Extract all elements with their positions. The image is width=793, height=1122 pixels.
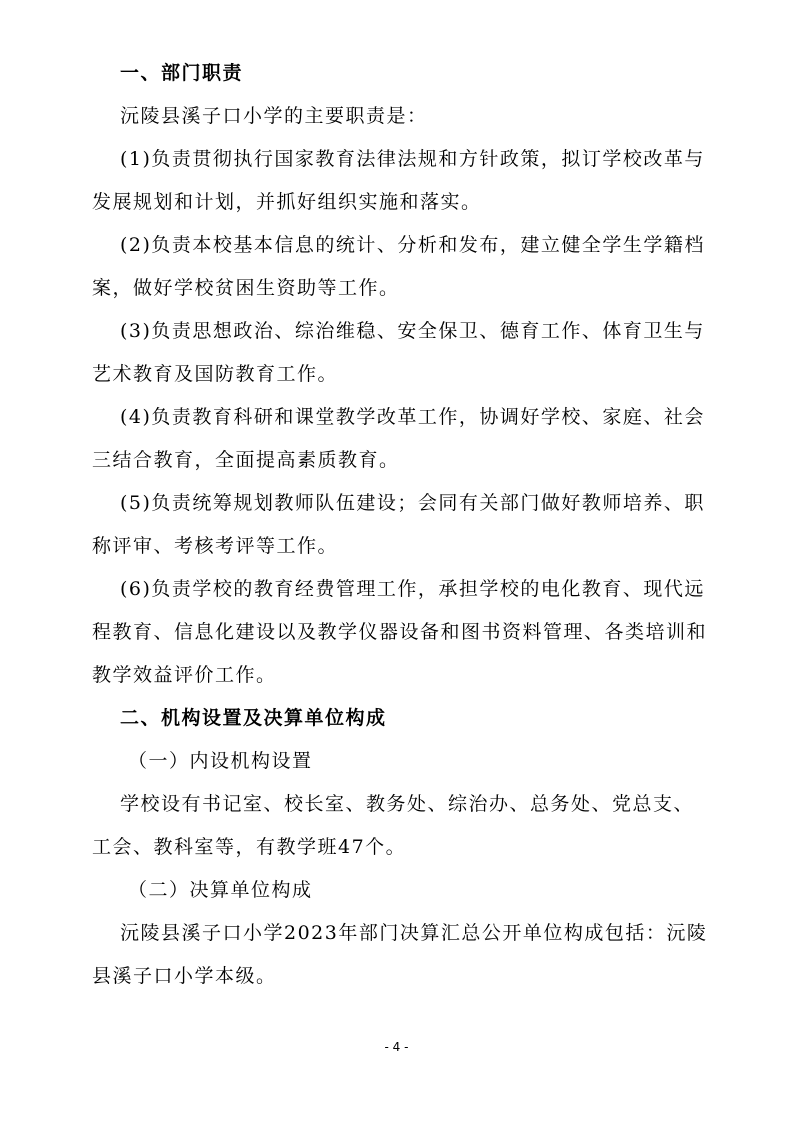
duty-item-3-line-1: (3)负责思想政治、综治维稳、安全保卫、德育工作、体育卫生与 — [120, 320, 705, 342]
duty-item-2-line-2: 案，做好学校贫困生资助等工作。 — [92, 277, 400, 299]
internal-structure-line-2: 工会、教科室等，有教学班47个。 — [92, 836, 407, 858]
duty-item-2-line-1: (2)负责本校基本信息的统计、分析和发布，建立健全学生学籍档 — [120, 234, 705, 256]
duty-item-4-line-2: 三结合教育，全面提高素质教育。 — [92, 449, 400, 471]
duty-item-6-line-1: (6)负责学校的教育经费管理工作，承担学校的电化教育、现代远 — [120, 578, 705, 600]
duty-item-5-line-1: (5)负责统筹规划教师队伍建设；会同有关部门做好教师培养、职 — [120, 492, 705, 514]
budget-units-line-2: 县溪子口小学本级。 — [92, 965, 277, 987]
duty-item-1-line-2: 发展规划和计划，并抓好组织实施和落实。 — [92, 191, 482, 213]
section-heading-organization: 二、机构设置及决算单位构成 — [120, 707, 387, 729]
subsection-title-internal-structure: （一）内设机构设置 — [128, 750, 313, 772]
duty-item-4-line-1: (4)负责教育科研和课堂教学改革工作，协调好学校、家庭、社会 — [120, 406, 705, 428]
duties-intro: 沅陵县溪子口小学的主要职责是： — [120, 105, 428, 127]
budget-units-line-1: 沅陵县溪子口小学2023年部门决算汇总公开单位构成包括：沅陵 — [120, 922, 708, 944]
duty-item-1-line-1: (1)负责贯彻执行国家教育法律法规和方针政策，拟订学校改革与 — [120, 148, 705, 170]
section-heading-duties: 一、部门职责 — [120, 62, 244, 84]
page-number: - 4 - — [384, 1040, 409, 1054]
page-content — [92, 52, 720, 998]
internal-structure-line-1: 学校设有书记室、校长室、教务处、综治办、总务处、党总支、 — [120, 793, 695, 815]
duty-item-5-line-2: 称评审、考核考评等工作。 — [92, 535, 339, 557]
duty-item-3-line-2: 艺术教育及国防教育工作。 — [92, 363, 339, 385]
duty-item-6-line-2: 程教育、信息化建设以及教学仪器设备和图书资料管理、各类培训和 — [92, 621, 708, 643]
subsection-title-budget-units: （二）决算单位构成 — [128, 879, 313, 901]
duty-item-6-line-3: 教学效益评价工作。 — [92, 664, 277, 686]
